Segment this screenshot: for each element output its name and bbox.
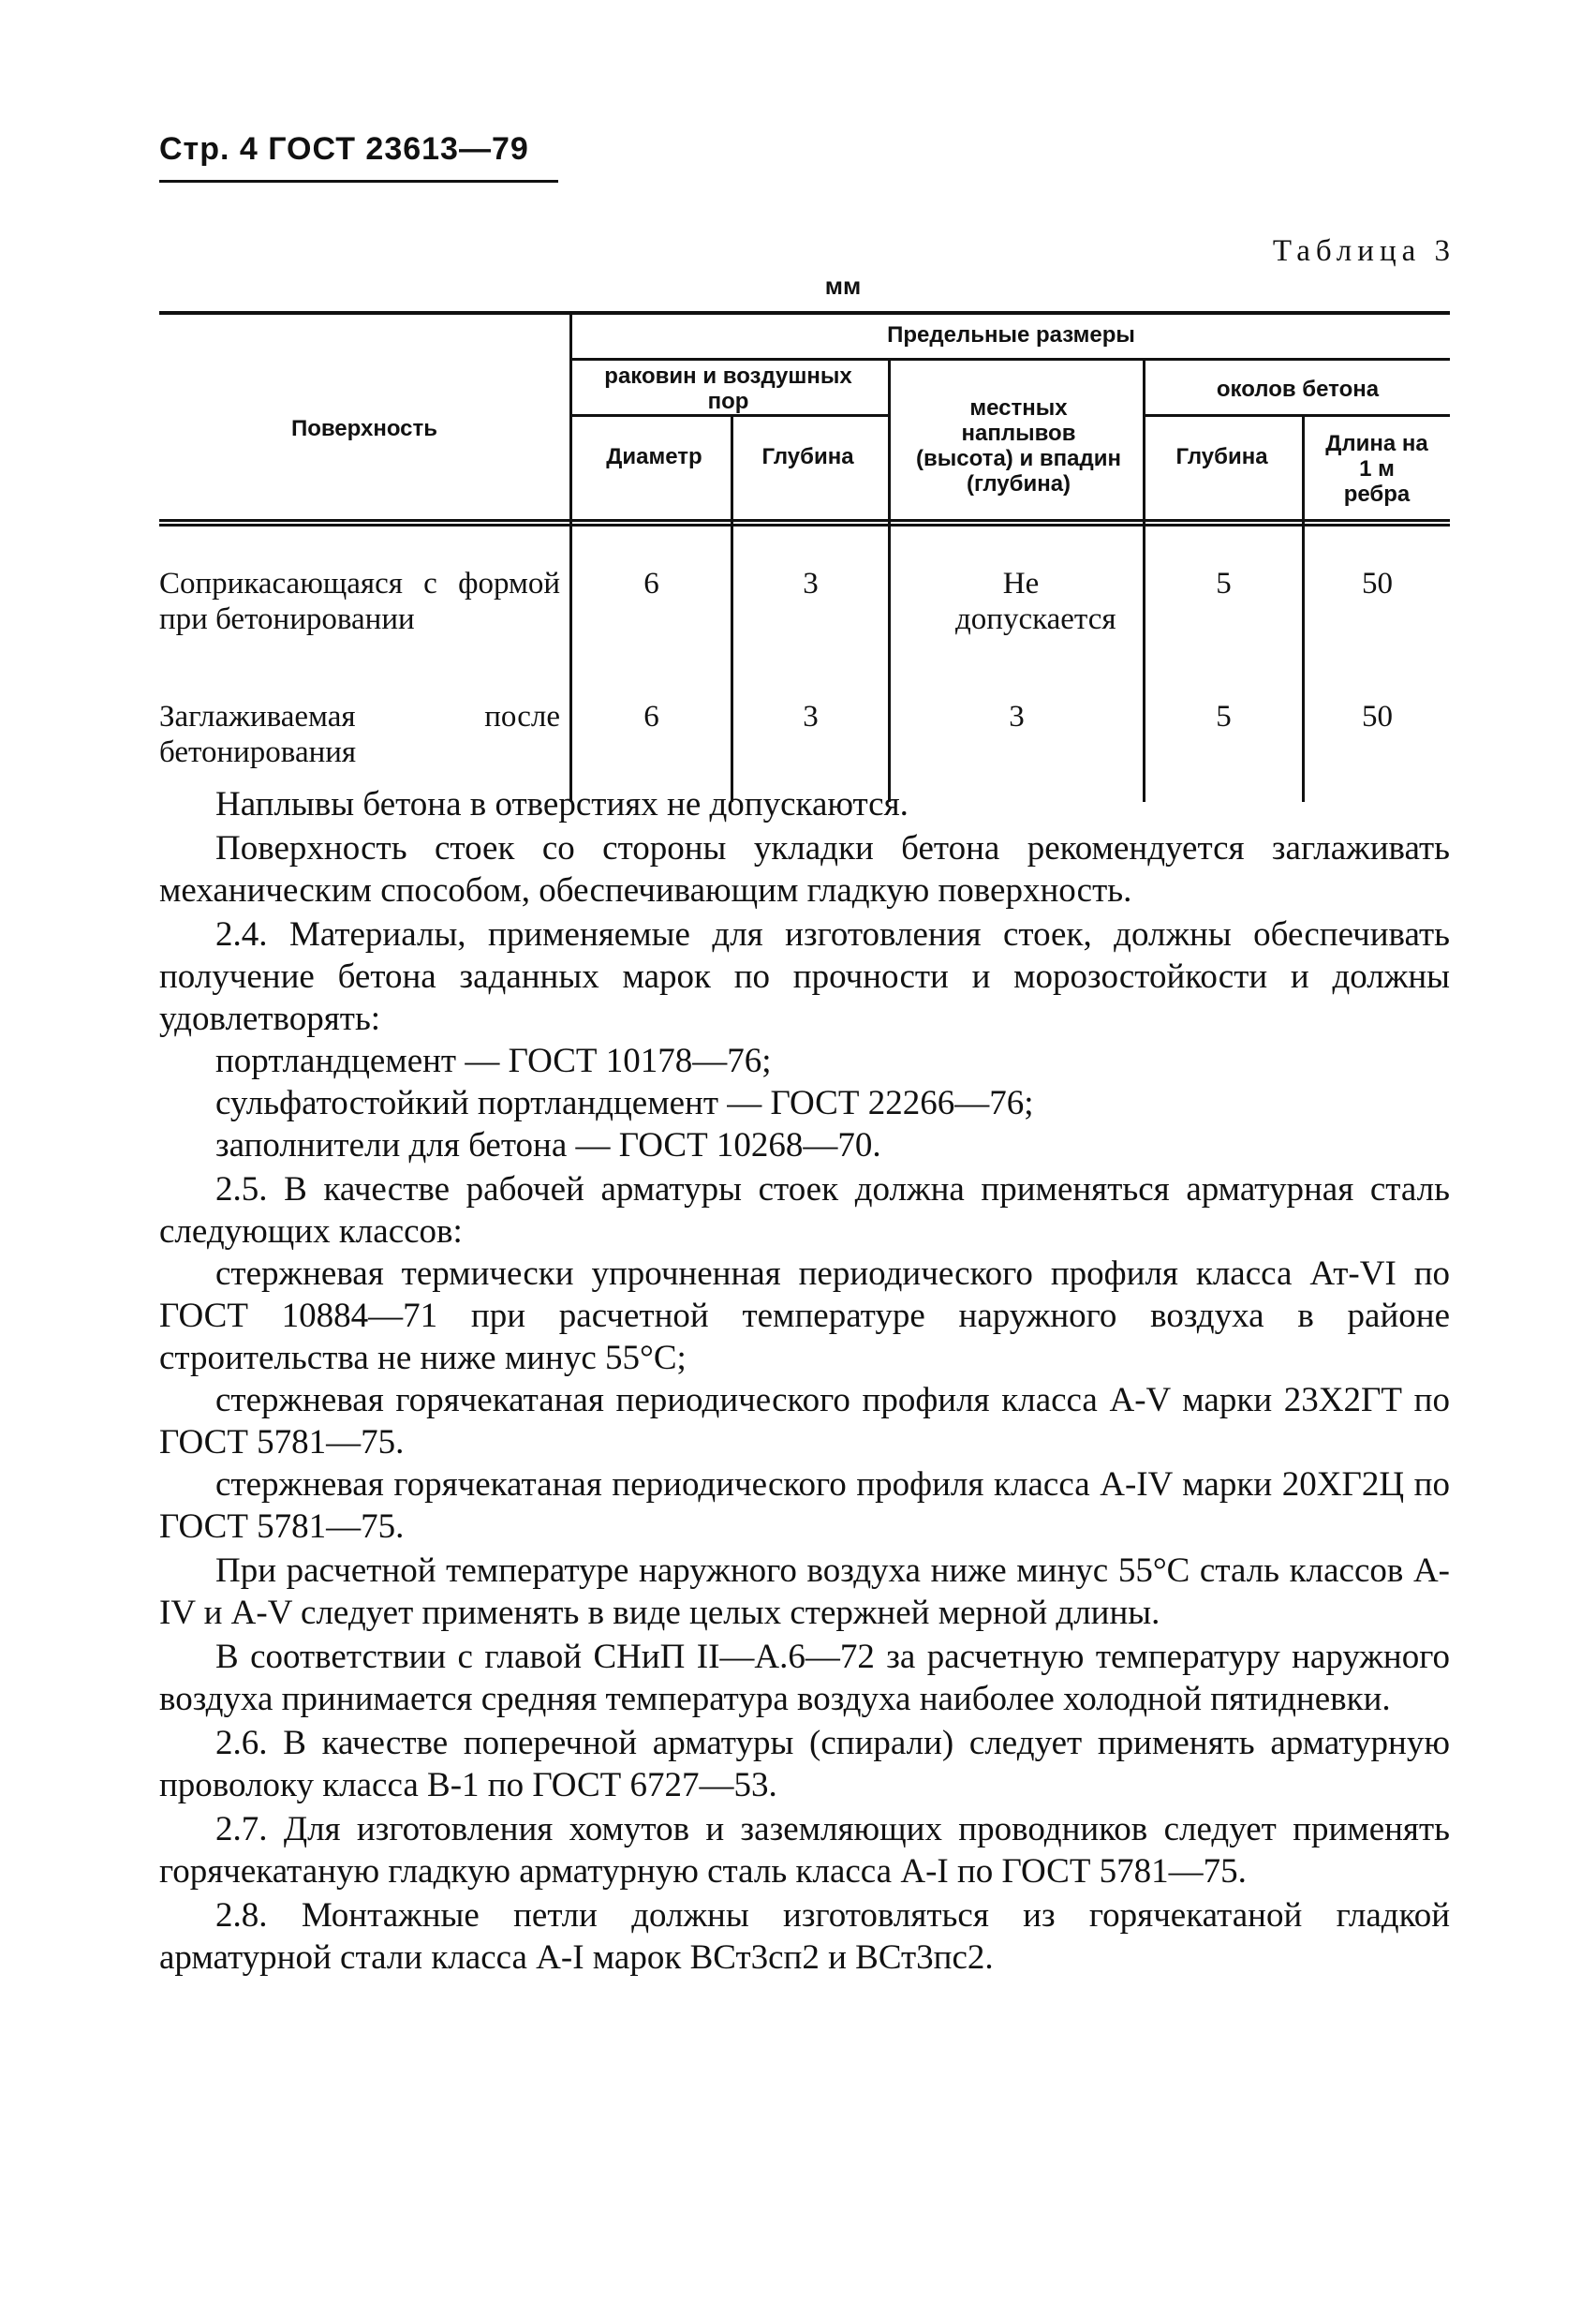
row1-depth: 3 xyxy=(803,567,819,601)
list-item: стержневая горячекатаная периодического профиля класса A-IV марки 20ХГ2Ц по ГОСТ 5781—75. xyxy=(159,1465,1450,1546)
row2-chip-length: 50 xyxy=(1362,700,1393,734)
list-item: стержневая горячекатаная периодического профиля класса A-V марки 23Х2ГТ по ГОСТ 5781—75. xyxy=(159,1381,1450,1462)
table-divider xyxy=(569,358,1450,361)
header-local: местных наплывов (высота) и впадин (глубина) xyxy=(916,395,1121,497)
header-surface: Поверхность xyxy=(290,416,438,441)
table-unit: мм xyxy=(824,272,862,300)
header-chips: околов бетона xyxy=(1216,377,1380,402)
list-item: заполнители для бетона — ГОСТ 10268—70. xyxy=(215,1126,881,1165)
row2-diameter: 6 xyxy=(643,700,659,734)
paragraph-2-4: 2.4. Материалы, применяемые для изготовления стоек, должны обеспечивать получение бетона заданных марок по прочности и морозостойкости и должны удовлетворять: xyxy=(159,915,1450,1038)
header-pores-depth: Глубина xyxy=(761,444,854,469)
table-top-rule xyxy=(159,311,1450,315)
list-item: стержневая термически упрочненная периодического профиля класса Ат-VI по ГОСТ 10884—71 при расчетной температуре наружного воздуха в районе строительства не ниже минус 55°С; xyxy=(159,1254,1450,1377)
paragraph-2-7: 2.7. Для изготовления хомутов и заземляющих проводников следует применять горячекатаную гладкую арматурную сталь класса А-I по ГОСТ 5781—75. xyxy=(159,1810,1450,1891)
row2-depth: 3 xyxy=(803,700,819,734)
row1-local: Не допускается xyxy=(955,567,1116,636)
table-header-rule xyxy=(159,519,1450,527)
table-divider xyxy=(1143,414,1450,417)
row1-chip-length: 50 xyxy=(1362,567,1393,601)
header-chips-depth: Глубина xyxy=(1175,444,1268,469)
paragraph-2-8: 2.8. Монтажные петли должны изготовляться из горячекатаной гладкой арматурной стали класса А-I марок ВСт3сп2 и ВСт3пс2. xyxy=(159,1896,1450,1977)
table-divider xyxy=(888,360,891,802)
row2-surface: Заглаживаемая после бетонирования xyxy=(159,700,560,769)
table-divider xyxy=(1302,416,1305,802)
paragraph: При расчетной температуре наружного воздуха ниже минус 55°С сталь классов A-IV и A-V следует применять в виде целых стержней мерной длины. xyxy=(159,1551,1450,1632)
table-divider xyxy=(569,414,888,417)
page-header: Стр. 4 ГОСТ 23613—79 xyxy=(159,131,529,167)
paragraph: В соответствии с главой СНиП II—А.6—72 за расчетную температуру наружного воздуха принимается средняя температура воздуха наиболее холодной пятидневки. xyxy=(159,1638,1450,1718)
row2-chip-depth: 5 xyxy=(1216,700,1232,734)
header-limits: Предельные размеры xyxy=(887,322,1135,348)
paragraph-2-6: 2.6. В качестве поперечной арматуры (спирали) следует применять арматурную проволоку класса В-1 по ГОСТ 6727—53. xyxy=(159,1724,1450,1804)
table-divider xyxy=(731,416,733,802)
header-pores-diameter: Диаметр xyxy=(606,444,702,469)
body-text xyxy=(159,783,1450,1979)
row2-local: 3 xyxy=(1009,700,1025,734)
row1-chip-depth: 5 xyxy=(1216,567,1232,601)
header-rule xyxy=(159,180,558,183)
paragraph: Поверхность стоек со стороны укладки бетона рекомендуется заглаживать механическим способом, обеспечивающим гладкую поверхность. xyxy=(159,829,1450,910)
row1-diameter: 6 xyxy=(643,567,659,601)
row1-surface: Соприкасающаяся с формой при бетонировании xyxy=(159,567,560,636)
table-number: Таблица 3 xyxy=(1272,234,1456,268)
list-item: портландцемент — ГОСТ 10178—76; xyxy=(215,1042,772,1080)
list-item: сульфатостойкий портландцемент — ГОСТ 22266—76; xyxy=(215,1084,1034,1122)
paragraph-2-5: 2.5. В качестве рабочей арматуры стоек должна применяться арматурная сталь следующих классов: xyxy=(159,1170,1450,1251)
header-pores: раковин и воздушных пор xyxy=(604,364,852,414)
header-chips-length: Длина на 1 м ребра xyxy=(1325,431,1428,507)
paragraph: Наплывы бетона в отверстиях не допускаются. xyxy=(215,785,909,824)
